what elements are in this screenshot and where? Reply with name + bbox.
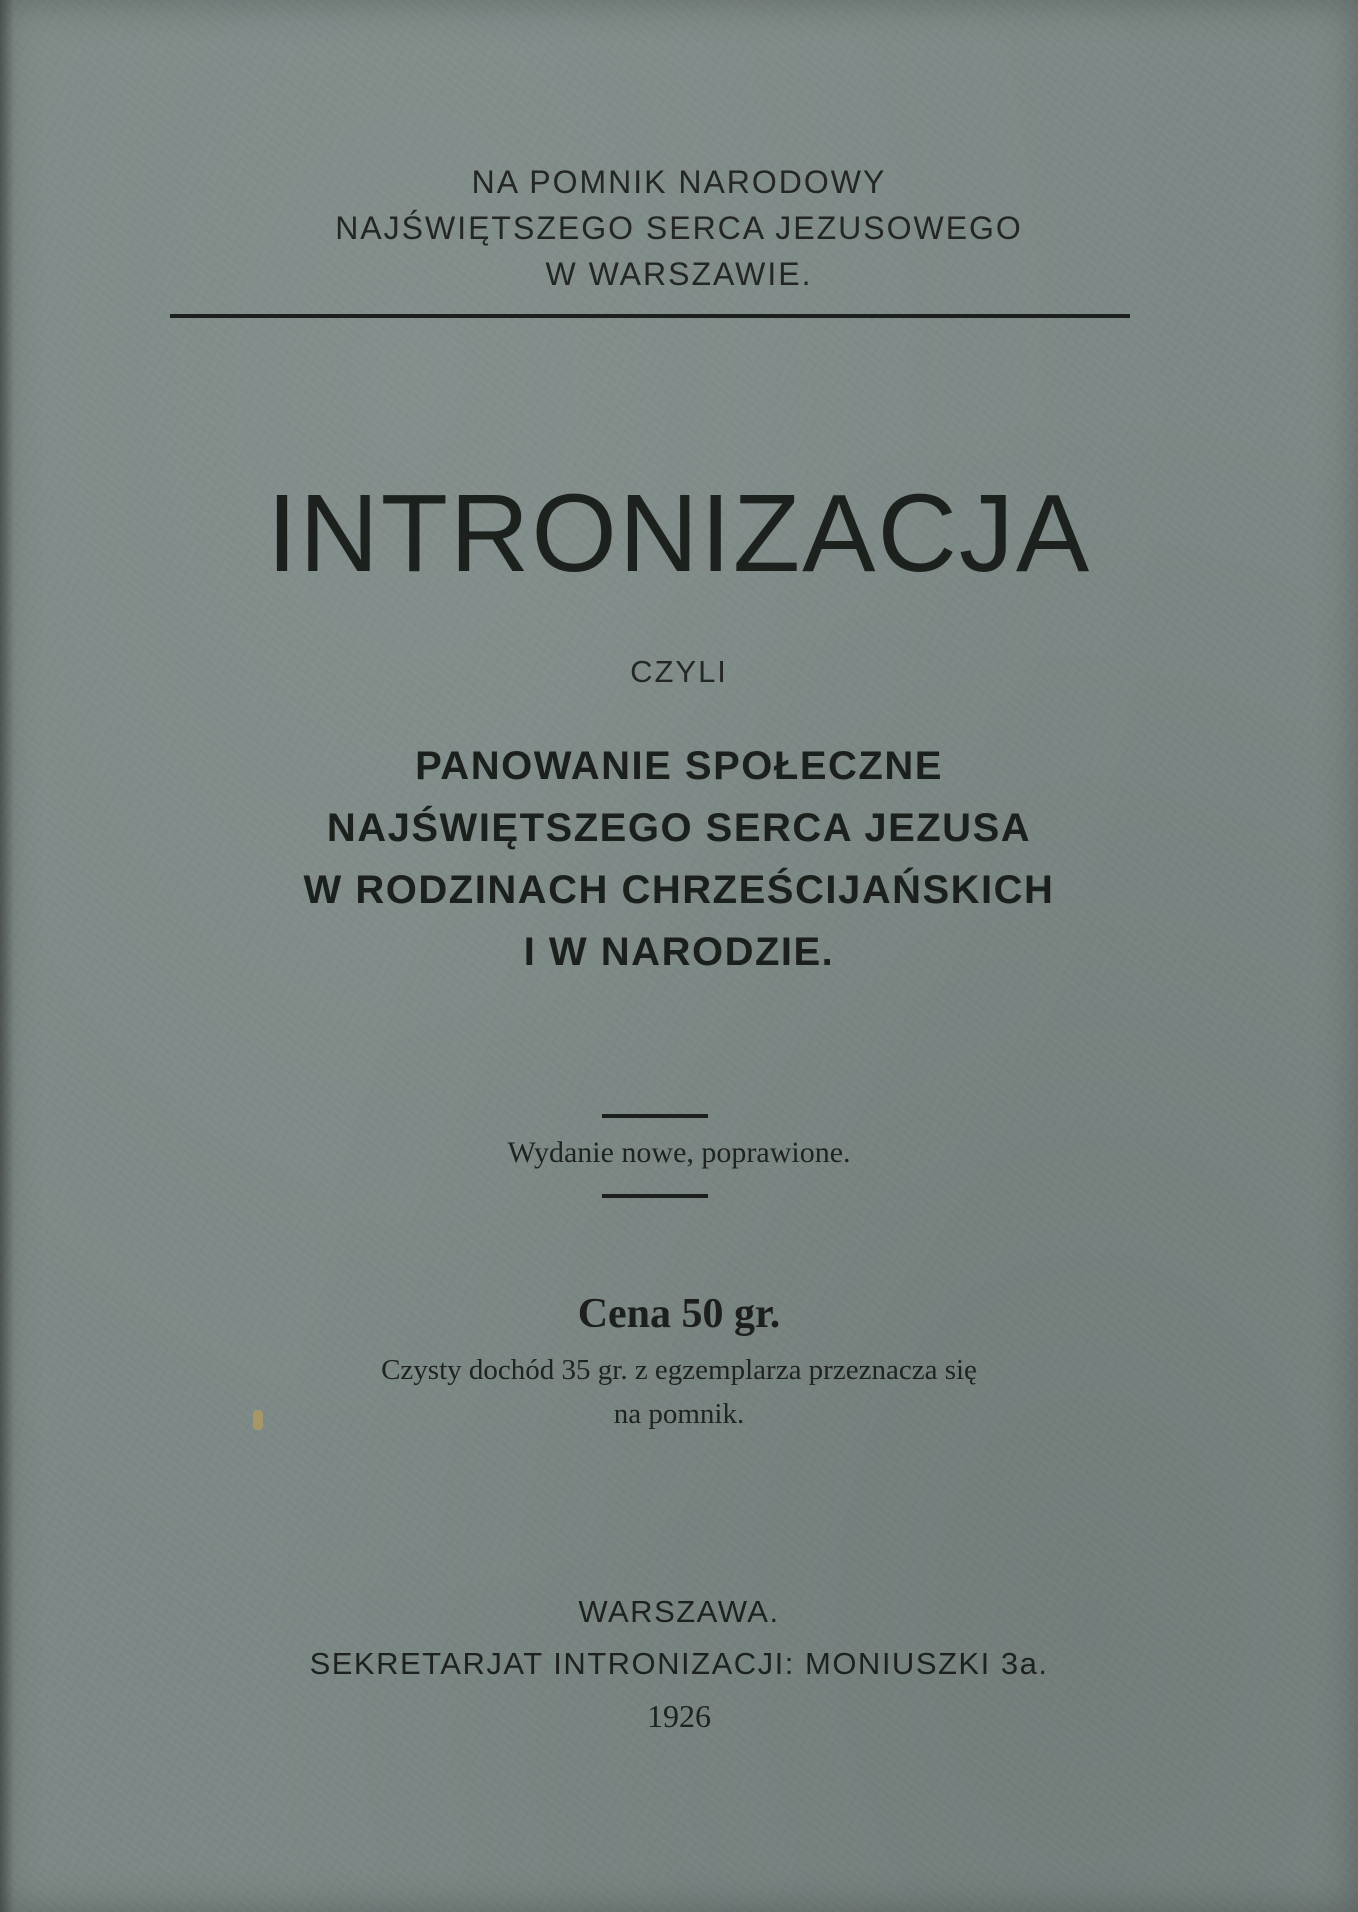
- imprint-year: 1926: [647, 1698, 711, 1734]
- connector-word: CZYLI: [630, 654, 728, 689]
- imprint-publisher: SEKRETARJAT INTRONIZACJI: MONIUSZKI 3a.: [309, 1646, 1049, 1681]
- main-title: INTRONIZACJA: [266, 472, 1092, 595]
- price-text: Cena 50 gr.: [577, 1291, 781, 1337]
- subtitle-line-3: W RODZINACH CHRZEŚCIJAŃSKICH: [303, 868, 1055, 912]
- edition-rule-top: [602, 1114, 708, 1118]
- header-line-2: NAJŚWIĘTSZEGO SERCA JEZUSOWEGO: [335, 210, 1023, 246]
- proceeds-note-line-1: Czysty dochód 35 gr. z egzemplarza przeznacza się: [381, 1354, 977, 1386]
- subtitle-line-1: PANOWANIE SPOŁECZNE: [415, 744, 943, 788]
- edition-text: Wydanie nowe, poprawione.: [507, 1136, 851, 1169]
- imprint-city: WARSZAWA.: [578, 1594, 780, 1629]
- header-line-1: NA POMNIK NARODOWY: [471, 164, 887, 200]
- header-line-3: W WARSZAWIE.: [545, 256, 813, 292]
- proceeds-note-line-2: na pomnik.: [613, 1398, 745, 1430]
- paper-stain: [253, 1410, 263, 1430]
- subtitle-line-4: I W NARODZIE.: [523, 930, 835, 974]
- edition-rule-bottom: [602, 1194, 708, 1198]
- header-divider: [170, 314, 1130, 318]
- subtitle-line-2: NAJŚWIĘTSZEGO SERCA JEZUSA: [326, 806, 1032, 850]
